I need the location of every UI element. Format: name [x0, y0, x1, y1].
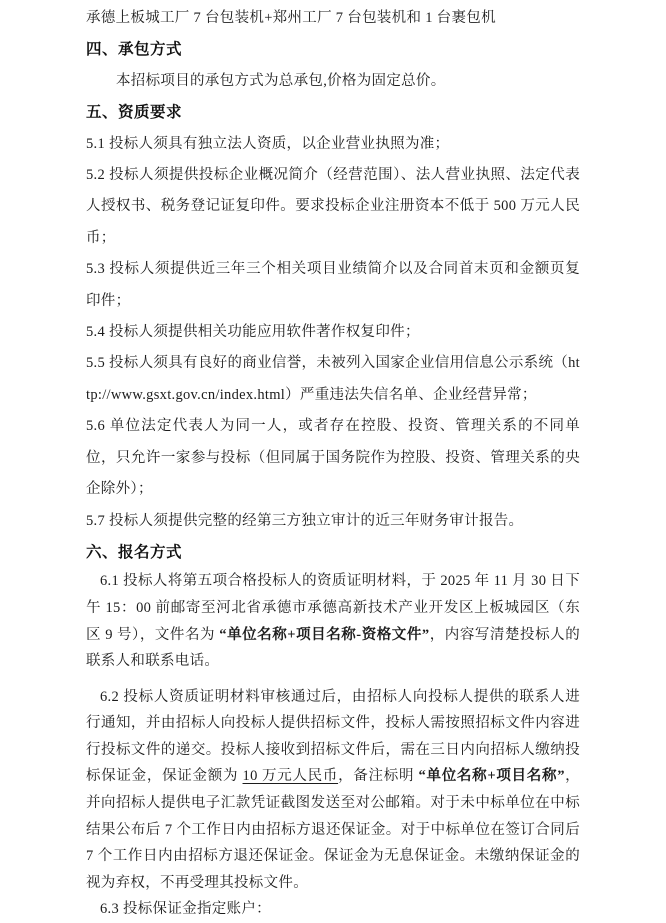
clause-5-3: 5.3 投标人须提供近三年三个相关项目业绩简介以及合同首末页和金额页复印件；	[86, 261, 580, 309]
clause-5-1: 5.1 投标人须具有独立法人资质，以企业营业执照为准；	[86, 135, 450, 152]
clause-6-1	[86, 568, 580, 674]
clause-6-1-text: 6.1 投标人将第五项合格投标人的资质证明材料，于 2025 年 11 月 30 日下午 15：00 前邮寄至河北省承德市承德高新技术产业开发区上板城园区（东区 9 号），文件名为	[86, 573, 580, 643]
section-4-heading: 四、承包方式	[86, 41, 183, 59]
intro-paragraph: 承德上板城工厂 7 台包装机+郑州工厂 7 台包装机和 1 台裹包机	[86, 10, 496, 26]
clause-5-6: 5.6 单位法定代表人为同一人，或者存在控股、投资、管理关系的不同单位，只允许一家参与投标（但同属于国务院作为控股、投资、管理关系的央企除外）；	[86, 418, 580, 498]
clause-6-2	[86, 684, 580, 897]
clause-6-2-text-end: ，并向招标人提供电子汇款凭证截图发送至对公邮箱。对于未中标单位在中标结果公布后 7 个工作日内由招标方退还保证金。对于中标单位在签订合同后 7 个工作日内由招标方退还保证金。保证金为无息保证金。未缴纳保证金的视为弃权，不再受理其投标文件。	[86, 768, 580, 891]
clause-5-5: 5.5 投标人须具有良好的商业信誉，未被列入国家企业信用信息公示系统（http://www.gsxt.gov.cn/index.html）严重违法失信名单、企业经营异常；	[86, 355, 580, 403]
section-5-heading: 五、资质要求	[86, 104, 183, 122]
remark-naming-rule: “单位名称+项目名称”	[418, 768, 565, 785]
clause-6-3: 6.3 投标保证金指定账户：	[100, 901, 271, 918]
clause-6-2-text: 6.2 投标人资质证明材料审核通过后，由招标人向投标人提供的联系人进行通知，并由招标人向投标人提供招标文件，投标人需按照招标文件内容进行投标文件的递交。投标人接收到招标文件后，需在三日内向招标人缴纳投标保证金，保证金额为	[86, 688, 580, 785]
clause-6-1-text-end: ，内容写清楚投标人的联系人和联系电话。	[86, 626, 581, 670]
clause-5-2: 5.2 投标人须提供投标企业概况简介（经营范围）、法人营业执照、法定代表人授权书、税务登记证复印件。要求投标企业注册资本不低于 500 万元人民币；	[86, 167, 580, 246]
clause-6-2-text-mid: ，备注标明	[338, 768, 419, 785]
section-6-heading: 六、报名方式	[86, 543, 183, 561]
clause-5-4: 5.4 投标人须提供相关功能应用软件著作权复印件；	[86, 324, 420, 341]
deposit-amount: 10 万元人民币	[242, 768, 339, 785]
file-naming-rule: “单位名称+项目名称-资格文件”	[219, 626, 430, 643]
clause-5-7: 5.7 投标人须提供完整的经第三方独立审计的近三年财务审计报告。	[86, 512, 524, 529]
section-4-paragraph: 本招标项目的承包方式为总承包,价格为固定总价。	[116, 72, 446, 89]
